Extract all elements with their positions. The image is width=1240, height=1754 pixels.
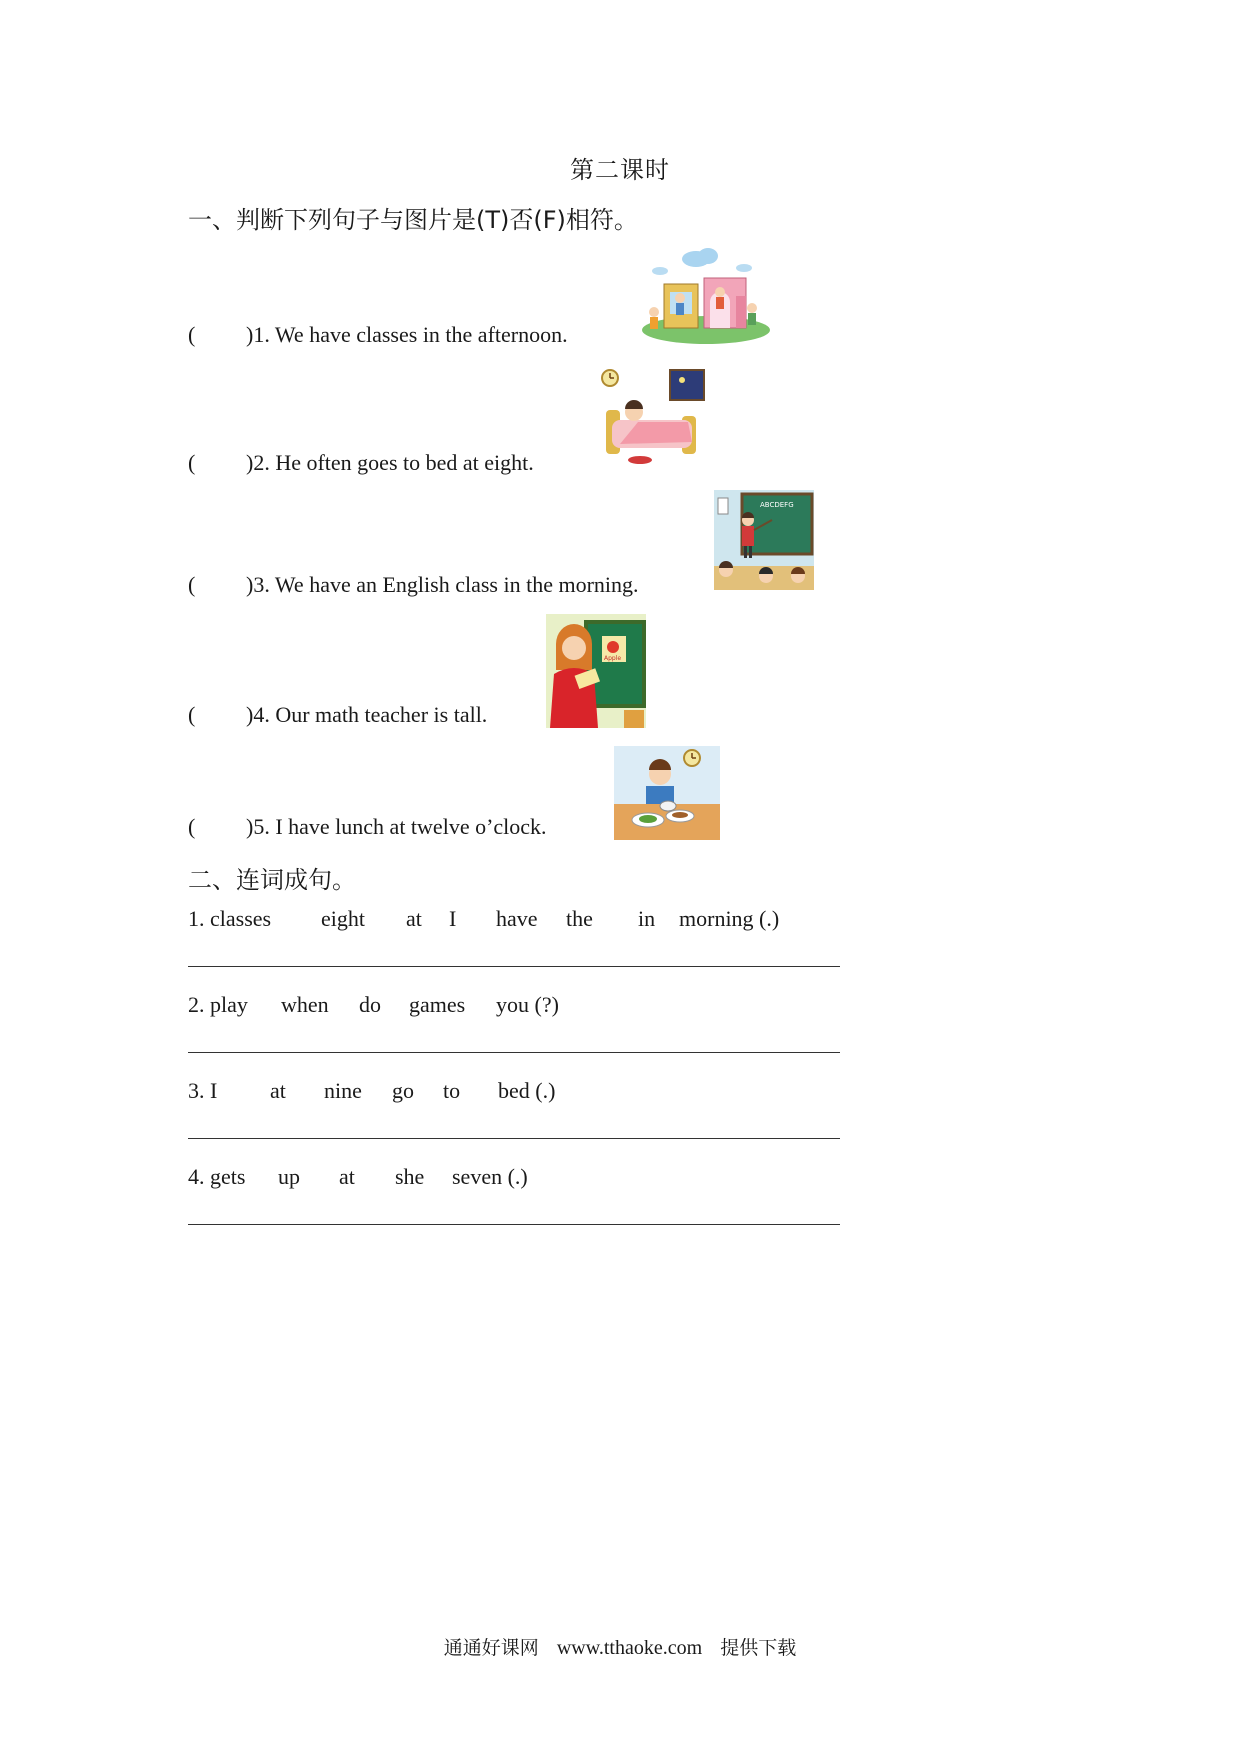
word: eight: [321, 906, 365, 931]
question-3: [188, 572, 639, 598]
children-playground-picture: [640, 246, 772, 346]
question-1: [188, 322, 568, 348]
page-title: 第二课时: [570, 156, 670, 184]
word: at: [406, 906, 422, 931]
word: bed (.): [498, 1078, 556, 1103]
boy-sleeping-bed-picture: [598, 366, 708, 466]
question-text: )2. He often goes to bed at eight.: [246, 450, 534, 475]
word: seven (.): [452, 1164, 528, 1189]
answer-line-2[interactable]: [188, 1052, 840, 1053]
question-text: )1. We have classes in the afternoon.: [246, 322, 568, 347]
word: to: [443, 1078, 461, 1103]
word: games: [409, 992, 466, 1017]
answer-paren[interactable]: (: [188, 572, 196, 597]
word: you (?): [496, 992, 559, 1017]
word: in: [638, 906, 656, 931]
answer-line-1[interactable]: [188, 966, 840, 967]
answer-line-4[interactable]: [188, 1224, 840, 1225]
word: up: [278, 1164, 300, 1189]
question-text: )5. I have lunch at twelve o’clock.: [246, 814, 547, 839]
teacher-apple-board-picture: [546, 614, 646, 728]
section-2-heading: 二、连词成句。: [188, 866, 356, 894]
question-5: [188, 814, 547, 840]
answer-line-3[interactable]: [188, 1138, 840, 1139]
footer-site-name: 通通好课网: [443, 1637, 539, 1659]
question-text: )3. We have an English class in the morning.: [246, 572, 639, 597]
page-footer: [0, 1633, 1240, 1660]
word: 3. I: [188, 1078, 218, 1103]
word: 2. play: [188, 992, 248, 1017]
boy-lunch-table-picture: [614, 746, 720, 840]
footer-url[interactable]: www.tthaoke.com: [556, 1637, 703, 1659]
word: at: [339, 1164, 355, 1189]
word: 4. gets: [188, 1164, 246, 1189]
footer-suffix: 提供下载: [720, 1637, 797, 1659]
word: I: [449, 906, 457, 931]
answer-paren[interactable]: (: [188, 702, 196, 727]
question-2: [188, 450, 534, 476]
word: the: [566, 906, 593, 931]
answer-paren[interactable]: (: [188, 322, 196, 347]
answer-paren[interactable]: (: [188, 450, 196, 475]
word: nine: [324, 1078, 362, 1103]
question-text: )4. Our math teacher is tall.: [246, 702, 488, 727]
word: do: [359, 992, 381, 1017]
word: she: [395, 1164, 425, 1189]
apple-word: Apple: [604, 655, 622, 662]
word: when: [281, 992, 329, 1017]
board-letters: ABCDEFG: [760, 501, 794, 509]
word: at: [270, 1078, 286, 1103]
section-1-heading: 一、判断下列句子与图片是(T)否(F)相符。: [188, 206, 638, 234]
teacher-blackboard-class-picture: [714, 490, 814, 590]
word: morning (.): [679, 906, 780, 931]
word: have: [496, 906, 538, 931]
word: 1. classes: [188, 906, 272, 931]
word: go: [392, 1078, 414, 1103]
question-4: [188, 702, 487, 728]
answer-paren[interactable]: (: [188, 814, 196, 839]
